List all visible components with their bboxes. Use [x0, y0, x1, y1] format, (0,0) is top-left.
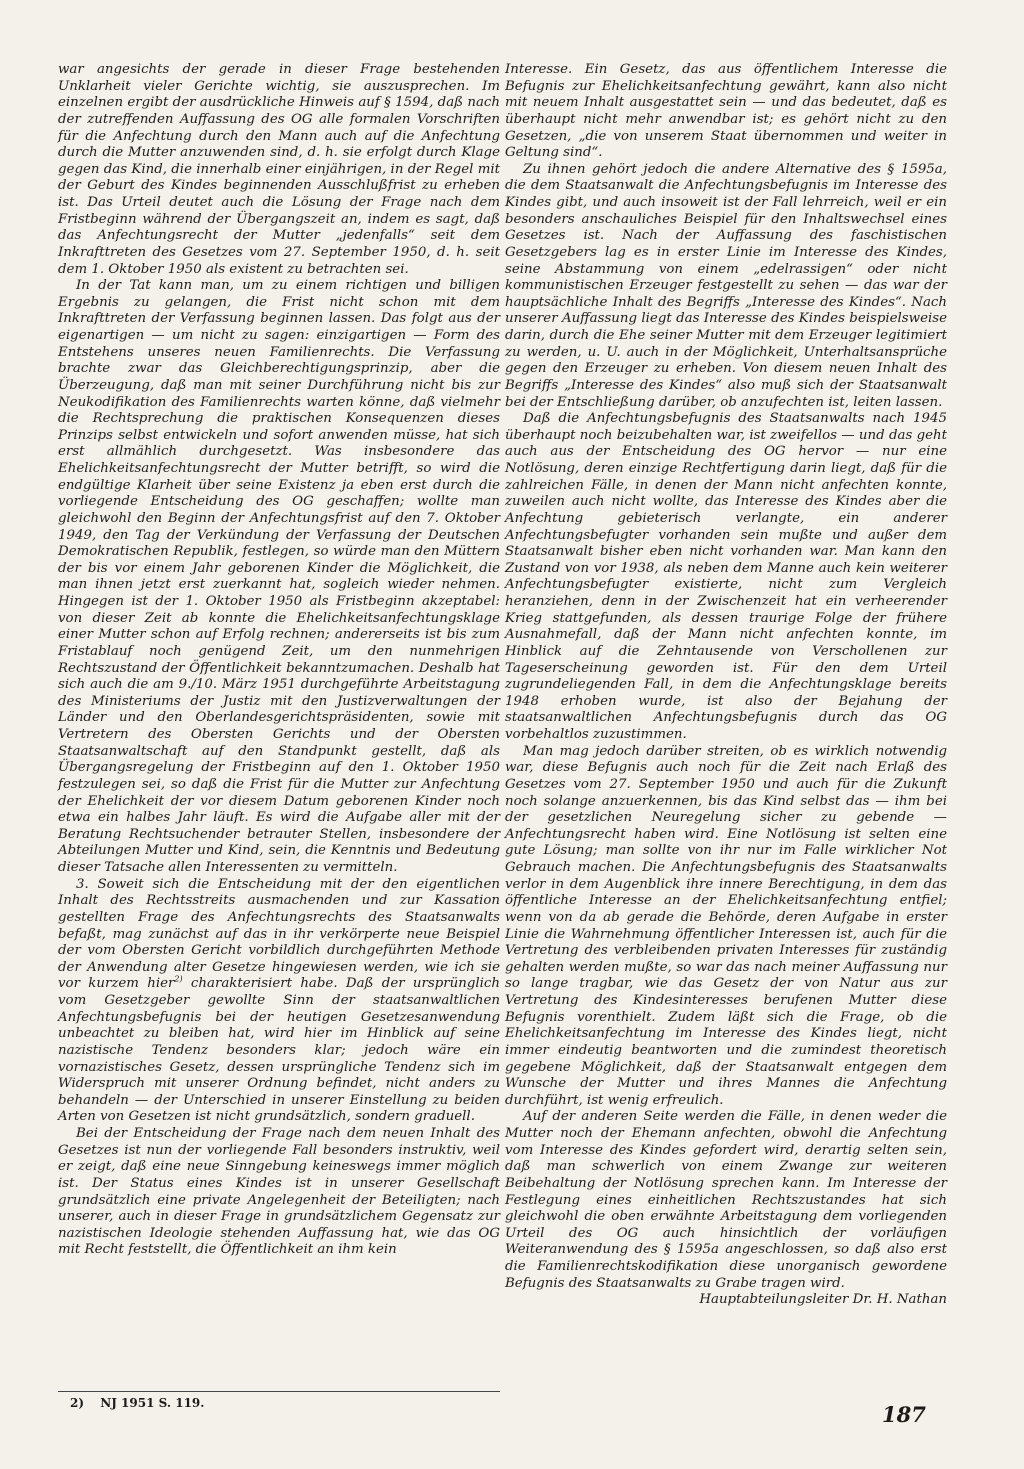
footnote-reference: 2) — [174, 974, 183, 984]
right-column — [505, 62, 947, 1309]
author-signature: Hauptabteilungsleiter Dr. H. Nathan — [699, 1292, 947, 1308]
paragraph — [58, 877, 500, 1126]
page-number: 187 — [882, 1402, 926, 1427]
footnote-marker: 2) — [70, 1396, 85, 1410]
paragraph-text: 3. Soweit sich die Entscheidung mit der den eigentlichen Inhalt des Rechtsstreits ausmachenden und zur Kassation gestellten Frage des Anfechtungsrechts des Staatsanwalts befaßt, mag zunächst auf das in ihr verkörperte neue Beispiel der vom Obersten Gericht vorbildlich durchgeführten Methode der Anwendung alter Gesetze hingewiesen werden, wie ich sie vor kurzem hier — [58, 876, 500, 992]
paragraph: Bei der Entscheidung der Frage nach dem neuen Inhalt des Gesetzes ist nun der vorliegende Fall besonders instruktiv, weil er zeigt, daß eine neue Sinngebung keineswegs immer möglich ist. Der Status eines Kindes ist in unserer Gesellschaft grundsätzlich eine private Angelegenheit der Beteiligten; nach unserer, auch in dieser Frage in grundsätzlichem Gegensatz zur nazistischen Ideologie stehenden Auffassung hat, wie das OG mit Recht feststellt, die Öffentlichkeit an ihm kein — [58, 1126, 500, 1258]
paragraph: war angesichts der gerade in dieser Frage bestehenden Unklarheit vieler Gerichte wichtig, sie auszusprechen. Im einzelnen ergibt der ausdrückliche Hinweis auf § 1594, daß nach der zutreffenden Auffassung des OG alle formalen Vorschriften für die Anfechtung durch den Mann auch auf die Anfechtung durch die Mutter anzuwenden sind, d. h. sie erfolgt durch Klage gegen das Kind, die innerhalb einer einjährigen, in der Regel mit der Geburt des Kindes beginnenden Ausschlußfrist zu erheben ist. Das Urteil deutet auch die Lösung der Frage nach dem Fristbeginn während der Übergangszeit an, indem es sagt, daß das Anfechtungsrecht der Mutter „jedenfalls“ seit dem Inkrafttreten des Gesetzes vom 27. September 1950, d. h. seit dem 1. Oktober 1950 als existent zu betrachten sei. — [58, 62, 500, 277]
paragraph: Zu ihnen gehört jedoch die andere Alternative des § 1595a, die dem Staatsanwalt die Anfechtungsbefugnis im Interesse des Kindes gibt, und auch insoweit ist der Fall lehrreich, weil er ein besonders anschauliches Beispiel für den Inhaltswechsel eines Gesetzes ist. Nach der Auffassung des faschistischen Gesetzgebers lag es in erster Linie im Interesse des Kindes, seine Abstammung von einem „edelrassigen“ oder nicht kommunistischen Erzeuger festgestellt zu sehen — das war der hauptsächliche Inhalt des Begriffs „Interesse des Kindes“. Nach unserer Auffassung liegt das Interesse des Kindes beispielsweise darin, durch die Ehe seiner Mutter mit dem Erzeuger legitimiert zu werden, u. U. auch in der Möglichkeit, Unterhaltsansprüche gegen den Erzeuger zu erheben. Von diesem neuen Inhalt des Begriffs „Interesse des Kindes“ also muß sich der Staatsanwalt bei der Entschließung darüber, ob anzufechten ist, leiten lassen. — [505, 161, 947, 410]
paragraph: In der Tat kann man, um zu einem richtigen und billigen Ergebnis zu gelangen, die Frist nicht schon mit dem Inkrafttreten der Verfassung beginnen lassen. Das folgt aus der eigenartigen — um nicht zu sagen: einzigartigen — Form des Entstehens unseres neuen Familienrechts. Die Verfassung brachte zwar das Gleichberechtigungsprinzip, aber die Überzeugung, daß man mit seiner Durchführung nicht bis zur Neukodifikation des Familienrechts warten könne, daß vielmehr die Rechtsprechung die praktischen Konsequenzen dieses Prinzips selbst entwickeln und sofort anwenden müsse, hat sich erst allmählich durchgesetzt. Was insbesondere das Ehelichkeitsanfechtungsrecht der Mutter betrifft, so wird die endgültige Klarheit über seine Existenz ja eben erst durch die vorliegende Entscheidung des OG geschaffen; wollte man gleichwohl den Beginn der Anfechtungsfrist auf den 7. Oktober 1949, den Tag der Verkündung der Verfassung der Deutschen Demokratischen Republik, festlegen, so würde man den Müttern der bis vor einem Jahr geborenen Kinder die Möglichkeit, die man ihnen jetzt erst zuerkannt hat, sogleich wieder nehmen. Hingegen ist der 1. Oktober 1950 als Fristbeginn akzeptabel: von dieser Zeit ab konnte die Ehelichkeitsanfechtungsklage einer Mutter schon auf Erfolg rechnen; andererseits ist bis zum Fristablauf noch genügend Zeit, um den nunmehrigen Rechtszustand der Öffentlichkeit bekanntzumachen. Deshalb hat sich auch die am 9./10. März 1951 durchgeführte Arbeitstagung des Ministeriums der Justiz mit den Justizverwaltungen der Länder und den Oberlandesgerichtspräsidenten, sowie mit Vertretern des Obersten Gerichts und der Obersten Staatsanwaltschaft auf den Standpunkt gestellt, daß als Übergangsregelung der Fristbeginn auf den 1. Oktober 1950 festzulegen sei, so daß die Frist für die Mutter zur Anfechtung der Ehelichkeit der vor diesem Datum geborenen Kinder noch etwa ein halbes Jahr läuft. Es wird die Aufgabe aller mit der Beratung Rechtsuchender betrauter Stellen, insbesondere der Abteilungen Mutter und Kind, sein, die Kenntnis und Bedeutung dieser Tatsache allen Interessenten zu vermitteln. — [58, 278, 500, 875]
paragraph: Man mag jedoch darüber streiten, ob es wirklich notwendig war, diese Befugnis auch noch für die Zeit nach Erlaß des Gesetzes vom 27. September 1950 und auch für die Zukunft noch solange anzuerkennen, bis das Kind selbst das — ihm bei der gesetzlichen Neuregelung sicher zu gebende — Anfechtungsrecht haben wird. Eine Notlösung ist selten eine gute Lösung; man sollte von ihr nur im Falle wirklicher Not Gebrauch machen. Die Anfechtungsbefugnis des Staatsanwalts verlor in dem Augenblick ihre innere Berechtigung, in dem das öffentliche Interesse an der Ehelichkeitsanfechtung entfiel; wenn von da ab gerade die Behörde, deren Aufgabe in erster Linie die Wahrnehmung öffentlicher Interessen ist, auch für die Vertretung des verbleibenden privaten Interesses für zuständig gehalten werden mußte, so war das nach meiner Auffassung nur so lange tragbar, wie das Gesetz der von Natur aus zur Vertretung des Kindesinteresses berufenen Mutter diese Befugnis vorenthielt. Zudem läßt sich die Frage, ob die Ehelichkeitsanfechtung im Interesse des Kindes liegt, nicht immer eindeutig beantworten und die zumindest theoretisch gegebene Möglichkeit, daß der Staatsanwalt entgegen dem Wunsche der Mutter und ihres Mannes die Anfechtung durchführt, ist wenig erfreulich. — [505, 743, 947, 1108]
paragraph: Interesse. Ein Gesetz, das aus öffentlichem Interesse die Befugnis zur Ehelichkeitsanfechtung gewährt, kann also nicht mit neuem Inhalt ausgestattet sein — und das bedeutet, daß es überhaupt nicht mehr anwendbar ist; es gehört nicht zu den Gesetzen, „die von unserem Staat übernommen und weiter in Geltung sind“. — [505, 62, 947, 161]
paragraph: Auf der anderen Seite werden die Fälle, in denen weder die Mutter noch der Ehemann anfechten, obwohl die Anfechtung vom Interesse des Kindes gefordert wird, derartig selten sein, daß man schwerlich von einem Zwange zur weiteren Beibehaltung der Notlösung sprechen kann. Im Interesse der Festlegung eines einheitlichen Rechtszustandes hat sich gleichwohl die oben erwähnte Arbeitstagung dem vorliegenden Urteil des OG auch hinsichtlich der vorläufigen Weiteranwendung des § 1595a angeschlossen, so daß also erst die Familienrechtskodifikation diese unorganisch gewordene Befugnis des Staatsanwalts zu Grabe tragen wird. — [505, 1109, 947, 1291]
footnote — [58, 1391, 500, 1410]
footnote-text: NJ 1951 S. 119. — [100, 1396, 205, 1410]
left-column — [58, 62, 500, 1259]
paragraph-text: charakterisiert habe. Daß der ursprünglich vom Gesetzgeber gewollte Sinn der staatsanwaltlichen Anfechtungsbefugnis bei der heutigen Gesetzesanwendung unbeachtet zu bleiben hat, wird hier im Hinblick auf seine nazistische Tendenz besonders klar; jedoch wäre ein vornazistisches Gesetz, dessen ursprüngliche Tendenz sich im Widerspruch mit unserer Ordnung befindet, nicht anders zu behandeln — der Unterschied in unserer Einstellung zu beiden Arten von Gesetzen ist nicht grundsätzlich, sondern graduell. — [58, 976, 500, 1125]
paragraph: Daß die Anfechtungsbefugnis des Staatsanwalts nach 1945 überhaupt noch beizubehalten war, ist zweifellos — und das geht auch aus der Entscheidung des OG hervor — nur eine Notlösung, deren einzige Rechtfertigung darin liegt, daß für die zahlreichen Fälle, in denen der Mann nicht anfechten konnte, zuweilen auch nicht wollte, das Interesse des Kindes aber die Anfechtung gebieterisch verlangte, ein anderer Anfechtungsbefugter vorhanden sein mußte und außer dem Staatsanwalt bisher eben nicht vorhanden war. Man kann den Zustand von vor 1938, als neben dem Manne auch kein weiterer Anfechtungsbefugter existierte, nicht zum Vergleich heranziehen, denn in der Zwischenzeit hat ein verheerender Krieg stattgefunden, als dessen traurige Folge der frühere Ausnahmefall, daß der Mann nicht anfechten konnte, im Hinblick auf die Zehntausende von Verschollenen zur Tageserscheinung geworden ist. Für den dem Urteil zugrundeliegenden Fall, in dem die Anfechtungsklage bereits 1948 erhoben wurde, ist also der Bejahung der staatsanwaltlichen Anfechtungsbefugnis durch das OG vorbehaltlos zuzustimmen. — [505, 411, 947, 742]
